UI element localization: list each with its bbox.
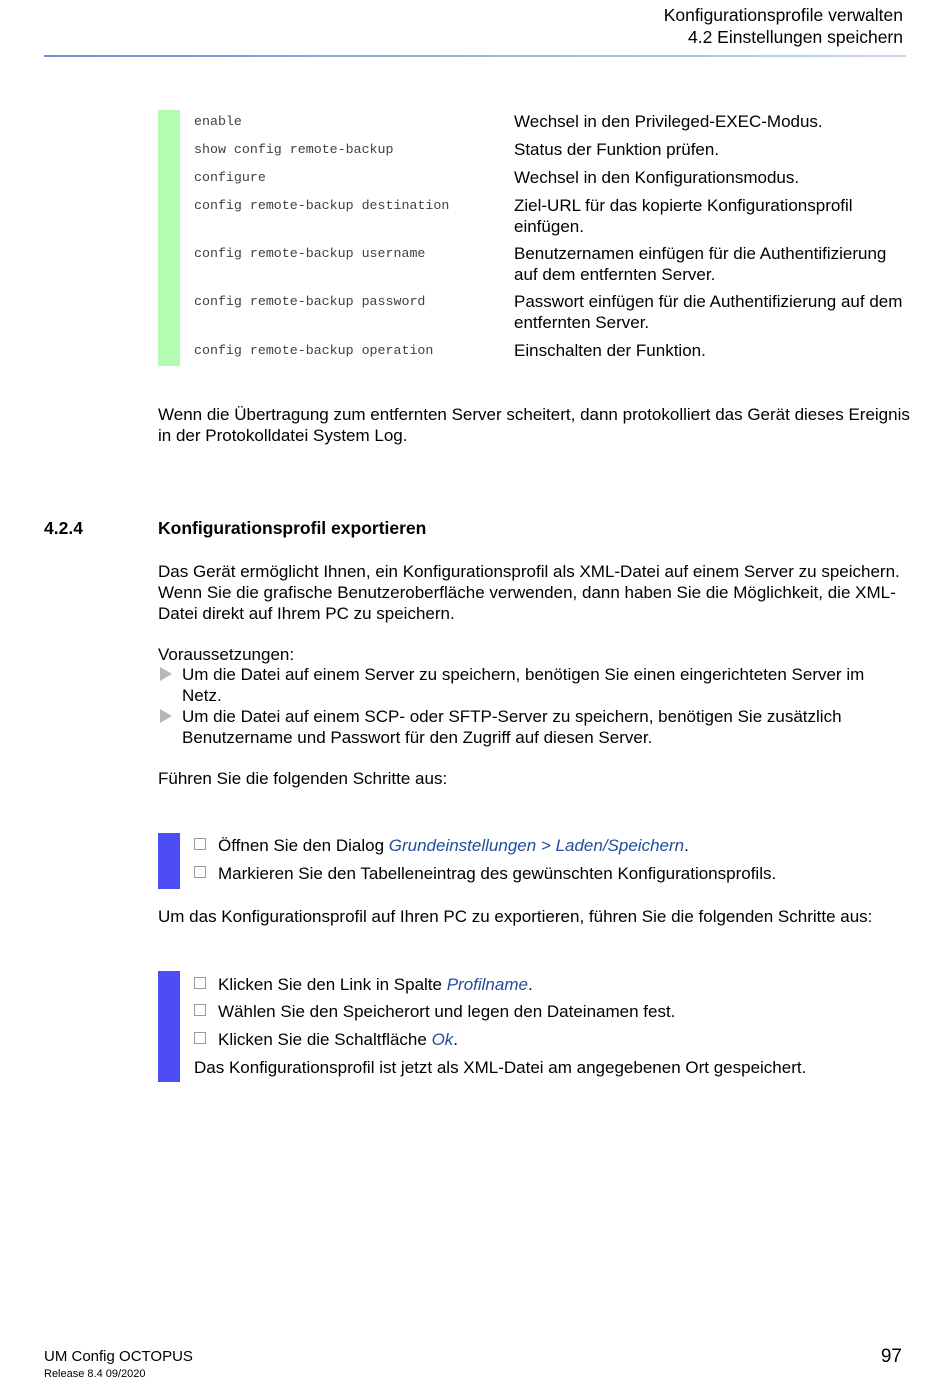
prereq-text: Um die Datei auf einem Server zu speichern, benötigen Sie einen eingerichteten Server im Netz. (182, 665, 865, 705)
step-item (194, 1029, 458, 1050)
page-header (664, 4, 903, 48)
cli-marker-bar (158, 110, 180, 366)
footer-title: UM Config OCTOPUS (44, 1348, 193, 1365)
cli-command: config remote-backup username (194, 246, 426, 261)
header-rule (44, 55, 906, 57)
pc-export-intro: Um das Konfigurationsprofil auf Ihren PC zu exportieren, führen Sie die folgenden Schritte aus: (158, 907, 873, 926)
step-text-end: . (453, 1030, 459, 1049)
dialog-path-link[interactable]: Grundeinstellungen > Laden/Speichern (388, 836, 685, 855)
cli-command: config remote-backup operation (194, 343, 434, 358)
steps-intro: Führen Sie die folgenden Schritte aus: (158, 769, 448, 788)
page-number: 97 (880, 1346, 902, 1367)
cli-description: Wechsel in den Privileged-EXEC-Modus. (514, 112, 823, 131)
cli-description: Ziel-URL für das kopierte Konfigurationsprofil einfügen. (514, 196, 853, 236)
bullet-triangle-icon (160, 667, 172, 681)
checkbox-icon (194, 838, 206, 850)
prereq-text: Um die Datei auf einem SCP- oder SFTP-Server zu speichern, benötigen Sie zusätzlich Benutzername und Passwort für den Zugriff auf diesen Server. (182, 707, 842, 747)
step-result: Das Konfigurationsprofil ist jetzt als XML-Datei am angegebenen Ort gespeichert. (194, 1058, 807, 1077)
section-intro: Das Gerät ermöglicht Ihnen, ein Konfigurationsprofil als XML-Datei auf einem Server zu speichern. Wenn Sie die grafische Benutzeroberfläche verwenden, dann haben Sie die Möglichkeit, die XML-Datei direkt auf Ihrem PC zu speichern. (158, 562, 900, 623)
step-text: Öffnen Sie den Dialog (218, 836, 389, 855)
step-text: Klicken Sie die Schaltfläche (218, 1030, 432, 1049)
step-item (194, 835, 689, 856)
step-text: Klicken Sie den Link in Spalte (218, 975, 447, 994)
header-section: 4.2 Einstellungen speichern (687, 27, 903, 47)
cli-description: Einschalten der Funktion. (514, 341, 706, 360)
profilname-link[interactable]: Profilname (446, 975, 528, 994)
step-text-end: . (527, 975, 533, 994)
cli-description: Benutzernamen einfügen für die Authentifizierung auf dem entfernten Server. (514, 244, 887, 284)
step-text-end: . (684, 836, 689, 855)
checkbox-icon (194, 1004, 206, 1016)
cli-description: Wechsel in den Konfigurationsmodus. (514, 168, 800, 187)
failure-note: Wenn die Übertragung zum entfernten Server scheitert, dann protokolliert das Gerät dieses Ereignis in der Protokolldatei System Log. (158, 405, 910, 445)
cli-description: Passwort einfügen für die Authentifizierung auf dem entfernten Server. (514, 292, 903, 332)
checkbox-icon (194, 1032, 206, 1044)
step-marker-bar (158, 833, 180, 889)
cli-description: Status der Funktion prüfen. (514, 140, 720, 159)
section-number: 4.2.4 (44, 518, 83, 538)
step-item (194, 863, 776, 884)
cli-command: config remote-backup destination (194, 198, 450, 213)
prereq-label: Voraussetzungen: (158, 645, 295, 664)
step-text: Markieren Sie den Tabelleneintrag des gewünschten Konfigurationsprofils. (218, 864, 777, 883)
bullet-triangle-icon (160, 709, 172, 723)
cli-command: show config remote-backup (194, 142, 394, 157)
cli-command: config remote-backup password (194, 294, 426, 309)
step-item (194, 1001, 675, 1022)
cli-command: configure (194, 170, 266, 185)
section-title: Konfigurationsprofil exportieren (158, 518, 427, 538)
ok-button-link[interactable]: Ok (431, 1030, 454, 1049)
header-chapter: Konfigurationsprofile verwalten (663, 5, 903, 25)
step-text: Wählen Sie den Speicherort und legen den Dateinamen fest. (218, 1002, 676, 1021)
checkbox-icon (194, 977, 206, 989)
cli-command: enable (194, 114, 242, 129)
checkbox-icon (194, 866, 206, 878)
footer-release: Release 8.4 09/2020 (44, 1368, 146, 1380)
step-marker-bar (158, 971, 180, 1082)
step-item (194, 974, 533, 995)
